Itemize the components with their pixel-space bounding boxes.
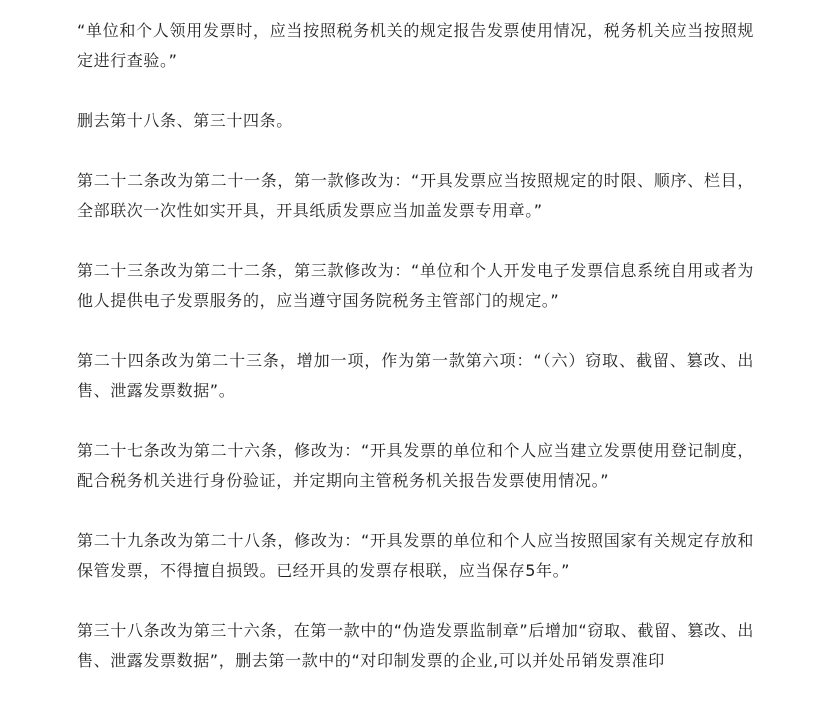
paragraph-2: 删去第十八条、第三十四条。 <box>77 111 293 130</box>
paragraph-1: “单位和个人领用发票时，应当按照税务机关的规定报告发票使用情况，税务机关应当按照规定进行查验。” <box>77 21 754 70</box>
paragraph-7: 第二十九条改为第二十八条，修改为：“开具发票的单位和个人应当按照国家有关规定存放和保管发票，不得擅自损毁。已经开具的发票存根联，应当保存5年。” <box>77 531 754 580</box>
paragraph-3: 第二十二条改为第二十一条，第一款修改为：“开具发票应当按照规定的时限、顺序、栏目，全部联次一次性如实开具，开具纸质发票应当加盖发票专用章。” <box>77 171 754 220</box>
paragraph-4: 第二十三条改为第二十二条，第三款修改为：“单位和个人开发电子发票信息系统自用或者为他人提供电子发票服务的，应当遵守国务院税务主管部门的规定。” <box>77 261 754 310</box>
paragraph-8: 第三十八条改为第三十六条，在第一款中的“伪造发票监制章”后增加“窃取、截留、篡改、出售、泄露发票数据”，删去第一款中的“对印制发票的企业,可以并处吊销发票准印 <box>77 621 754 670</box>
article-body <box>77 16 754 706</box>
paragraph-5: 第二十四条改为第二十三条，增加一项，作为第一款第六项：“（六）窃取、截留、篡改、出售、泄露发票数据”。 <box>77 351 754 400</box>
paragraph-6: 第二十七条改为第二十六条，修改为：“开具发票的单位和个人应当建立发票使用登记制度，配合税务机关进行身份验证，并定期向主管税务机关报告发票使用情况。” <box>77 441 754 490</box>
